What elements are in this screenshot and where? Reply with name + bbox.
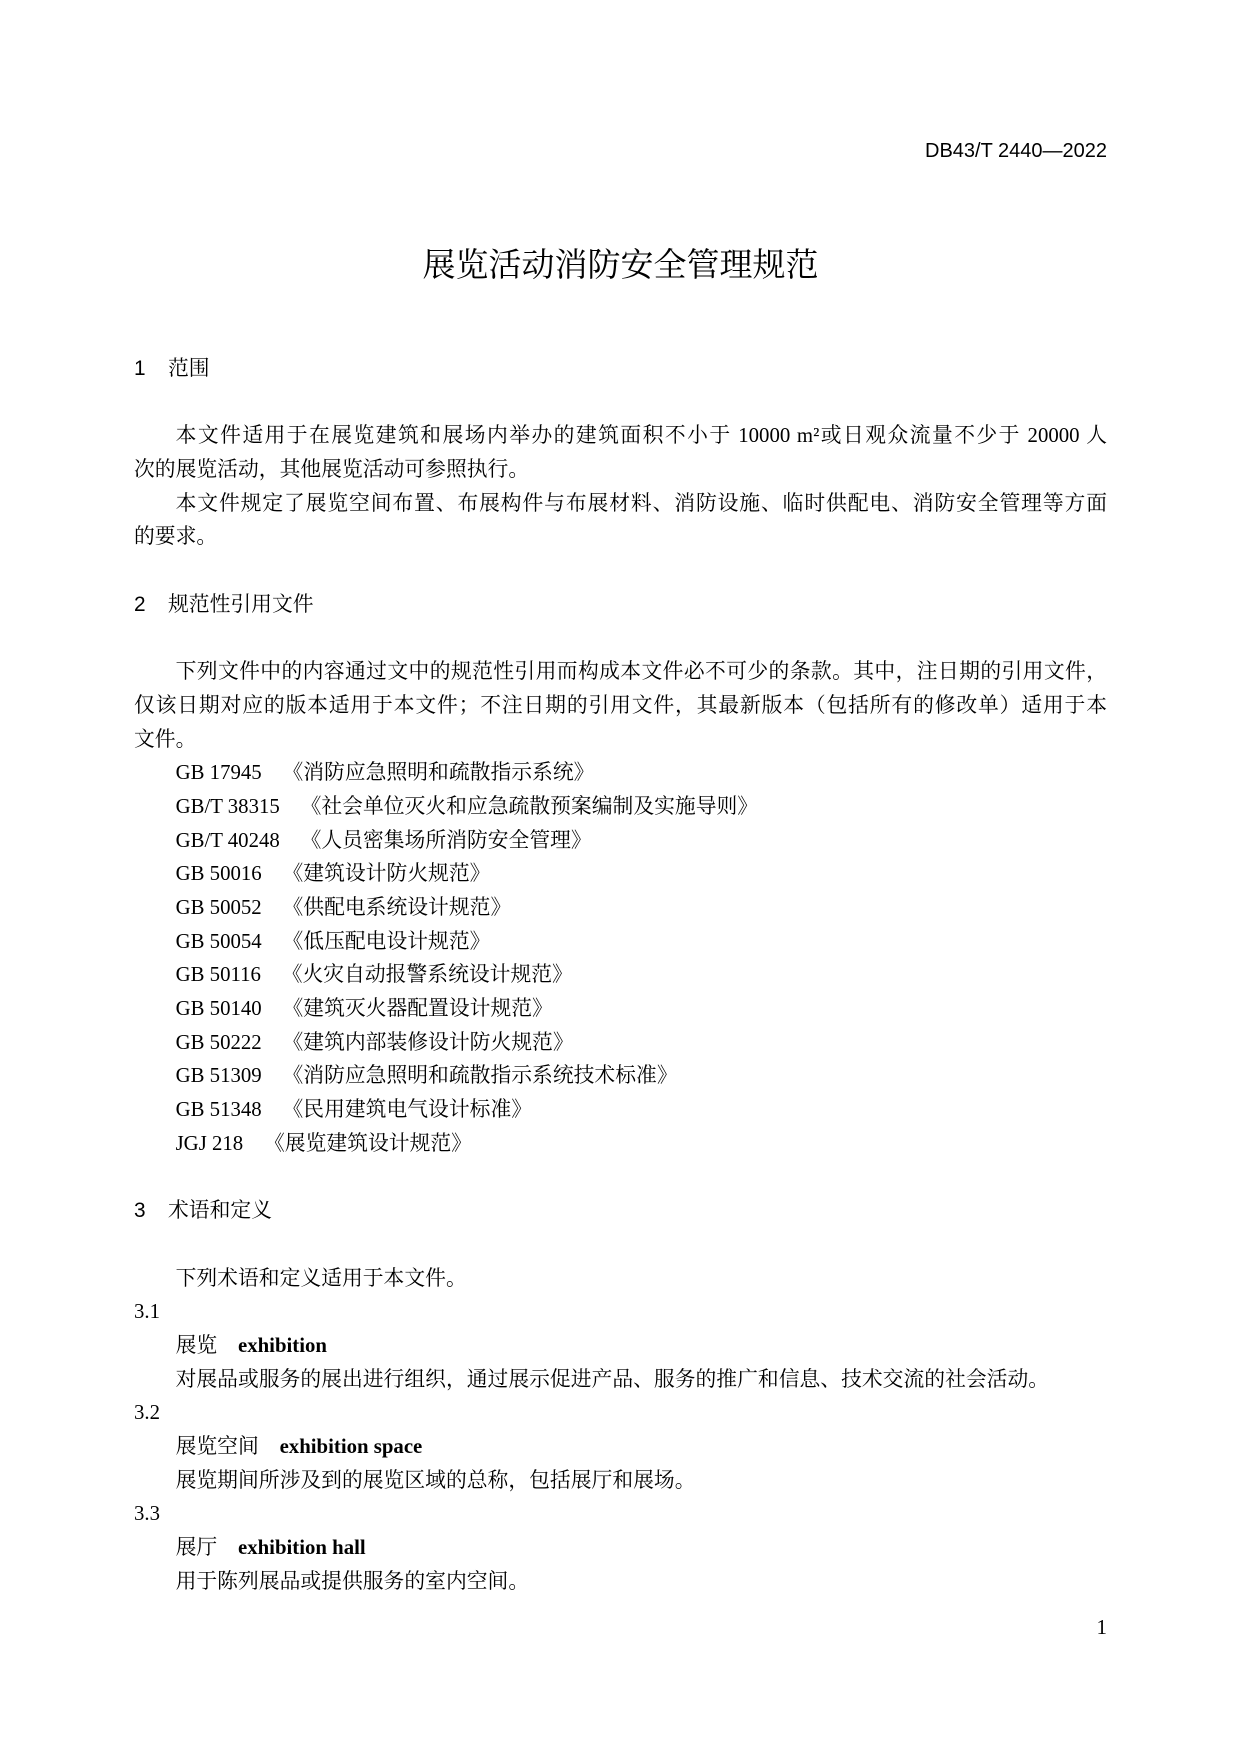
- reference-title: 《供配电系统设计规范》: [282, 896, 512, 919]
- paragraph-line: 本文件适用于在展览建筑和展场内举办的建筑面积不小于 10000 m²或日观众流量不少于 20000 人: [175, 424, 1107, 448]
- term-definition: 对展品或服务的展出进行组织，通过展示促进产品、服务的推广和信息、技术交流的社会活动。: [175, 1367, 1050, 1391]
- reference-item: [134, 1026, 1107, 1060]
- term-heading: [134, 1430, 1107, 1464]
- term-english: exhibition hall: [237, 1536, 366, 1560]
- section-heading: [134, 352, 1107, 386]
- term-heading: [134, 1531, 1107, 1565]
- section-number: 3: [134, 1199, 146, 1223]
- reference-item: [134, 824, 1107, 858]
- reference-item: [134, 790, 1107, 824]
- section-terms-definitions: [134, 1194, 1107, 1598]
- reference-title: 《低压配电设计规范》: [282, 929, 491, 953]
- paragraph: [134, 487, 1107, 554]
- reference-code: GB 51309: [175, 1064, 262, 1088]
- paragraph-line: 本文件规定了展览空间布置、布展构件与布展材料、消防设施、临时供配电、消防安全管理等方面: [175, 491, 1107, 515]
- term-number: 3.3: [134, 1502, 160, 1526]
- section-number: 2: [134, 592, 146, 616]
- paragraph-line: 的要求。: [134, 525, 218, 549]
- term-chinese: 展览: [175, 1333, 218, 1357]
- reference-item: [134, 1127, 1107, 1161]
- term-number: 3.2: [134, 1401, 160, 1425]
- paragraph: [134, 419, 1107, 486]
- reference-item: [134, 958, 1107, 992]
- reference-code: GB 50222: [175, 1030, 262, 1054]
- term-english: exhibition space: [279, 1435, 423, 1458]
- term-entry: [134, 1396, 1107, 1497]
- term-definition: 展览期间所涉及到的展览区域的总称，包括展厅和展场。: [175, 1468, 696, 1492]
- reference-code: GB 50054: [175, 929, 262, 953]
- reference-code: GB 17945: [175, 761, 262, 785]
- reference-title: 《展览建筑设计规范》: [264, 1131, 472, 1155]
- term-entry: [134, 1497, 1107, 1598]
- reference-title: 《人员密集场所消防安全管理》: [300, 828, 592, 852]
- reference-item: [134, 925, 1107, 959]
- term-entry: [134, 1295, 1107, 1396]
- term-chinese: 展览空间: [175, 1435, 259, 1458]
- paragraph-line: 次的展览活动，其他展览活动可参照执行。: [134, 458, 530, 482]
- reference-title: 《消防应急照明和疏散指示系统技术标准》: [282, 1064, 678, 1088]
- page-number: 1: [1096, 1615, 1107, 1639]
- reference-code: JGJ 218: [175, 1131, 244, 1155]
- section-heading: [134, 588, 1107, 622]
- reference-title: 《消防应急照明和疏散指示系统》: [282, 761, 595, 785]
- paragraph-line: 仅该日期对应的版本适用于本文件；不注日期的引用文件，其最新版本（包括所有的修改单）适用于本: [134, 693, 1107, 717]
- term-english: exhibition: [237, 1333, 327, 1357]
- section-title: 术语和定义: [168, 1199, 272, 1223]
- section-title: 范围: [168, 357, 210, 380]
- paragraph: [134, 655, 1107, 756]
- reference-code: GB 51348: [175, 1098, 262, 1122]
- reference-code: GB/T 38315: [175, 794, 280, 818]
- term-definition: 用于陈列展品或提供服务的室内空间。: [175, 1569, 530, 1593]
- section-heading: [134, 1194, 1107, 1228]
- term-chinese: 展厅: [175, 1536, 218, 1560]
- reference-item: [134, 1059, 1107, 1093]
- paragraph-line: 文件。: [134, 727, 197, 751]
- reference-title: 《社会单位灭火和应急疏散预案编制及实施导则》: [300, 794, 759, 818]
- reference-code: GB/T 40248: [175, 828, 280, 852]
- reference-title: 《民用建筑电气设计标准》: [282, 1098, 533, 1122]
- document-title: 展览活动消防安全管理规范: [422, 245, 819, 284]
- reference-item: [134, 1093, 1107, 1127]
- reference-title: 《建筑灭火器配置设计规范》: [282, 997, 553, 1021]
- reference-title: 《火灾自动报警系统设计规范》: [281, 963, 573, 987]
- reference-item: [134, 992, 1107, 1026]
- reference-code: GB 50016: [175, 862, 262, 886]
- section-normative-references: [134, 588, 1107, 1161]
- reference-title: 《建筑内部装修设计防火规范》: [282, 1030, 574, 1054]
- reference-list: [134, 756, 1107, 1160]
- term-heading: [134, 1329, 1107, 1363]
- reference-code: GB 50116: [175, 963, 261, 987]
- reference-item: [134, 857, 1107, 891]
- reference-title: 《建筑设计防火规范》: [282, 862, 491, 886]
- reference-code: GB 50052: [175, 896, 262, 919]
- document-code: DB43/T 2440—2022: [925, 140, 1107, 162]
- section-title: 规范性引用文件: [168, 592, 314, 616]
- section-intro: 下列术语和定义适用于本文件。: [175, 1266, 467, 1290]
- reference-item: [134, 891, 1107, 925]
- reference-item: [134, 756, 1107, 790]
- term-number: 3.1: [134, 1300, 160, 1324]
- section-number: 1: [134, 357, 146, 380]
- paragraph-line: 下列文件中的内容通过文中的规范性引用而构成本文件必不可少的条款。其中，注日期的引用文件，: [175, 660, 1107, 684]
- document-body: [134, 352, 1107, 1598]
- section-scope: [134, 352, 1107, 554]
- reference-code: GB 50140: [175, 997, 262, 1021]
